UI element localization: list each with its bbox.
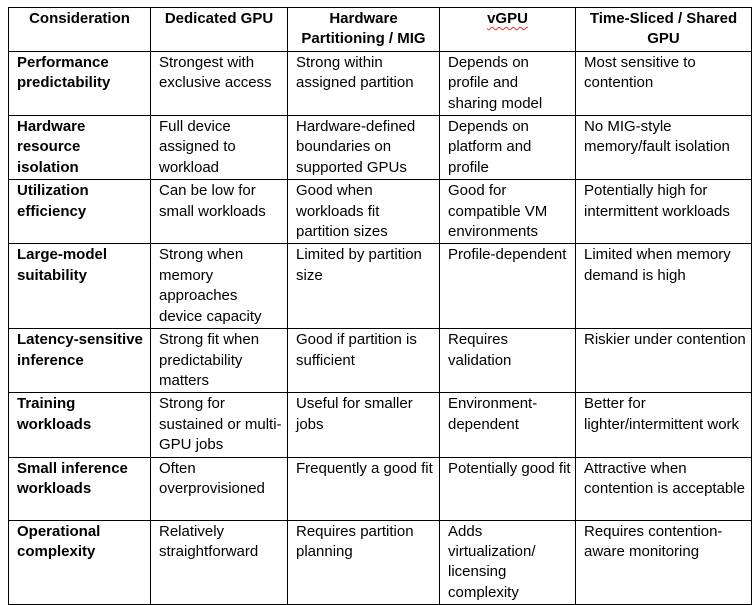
cell-vgpu: Potentially good fit [440,457,576,520]
table-row [9,457,752,520]
cell-dedicated: Can be low for small workloads [151,180,288,244]
cell-dedicated: Strong for sustained or multi-GPU jobs [151,393,288,457]
cell-shared: Attractive when contention is acceptable [576,457,752,520]
cell-shared: Requires contention-aware monitoring [576,520,752,605]
cell-shared: Limited when memory demand is high [576,244,752,329]
table-row [9,51,752,115]
cell-mig: Good if partition is sufficient [288,329,440,393]
cell-mig: Useful for smaller jobs [288,393,440,457]
cell-mig: Strong within assigned partition [288,51,440,115]
cell-dedicated: Often overprovisioned [151,457,288,520]
cell-mig: Frequently a good fit [288,457,440,520]
spellcheck-underlined-text: vGPU [487,10,528,27]
cell-shared: Riskier under contention [576,329,752,393]
cell-shared: No MIG-style memory/fault isolation [576,116,752,180]
cell-dedicated: Strong when memory approaches device capacity [151,244,288,329]
cell-dedicated: Relatively straightforward [151,520,288,605]
row-label: Large-model suitability [9,244,151,329]
cell-mig: Requires partition planning [288,520,440,605]
cell-vgpu: Requires validation [440,329,576,393]
cell-dedicated: Strong fit when predictability matters [151,329,288,393]
cell-vgpu: Profile-dependent [440,244,576,329]
row-label: Operational complexity [9,520,151,605]
header-mig: Hardware Partitioning / MIG [288,8,440,52]
cell-vgpu: Depends on platform and profile [440,116,576,180]
cell-shared: Most sensitive to contention [576,51,752,115]
table-row [9,180,752,244]
header-row [9,8,752,52]
table-row [9,520,752,605]
header-time-sliced: Time-Sliced / Shared GPU [576,8,752,52]
table-row [9,329,752,393]
row-label: Training workloads [9,393,151,457]
comparison-table [8,7,752,605]
header-dedicated-gpu: Dedicated GPU [151,8,288,52]
cell-vgpu: Good for compatible VM environments [440,180,576,244]
header-consideration: Consideration [9,8,151,52]
cell-mig: Limited by partition size [288,244,440,329]
row-label: Utilization efficiency [9,180,151,244]
cell-vgpu: Environment-dependent [440,393,576,457]
cell-shared: Better for lighter/intermittent work [576,393,752,457]
row-label: Performance predictability [9,51,151,115]
cell-vgpu: Depends on profile and sharing model [440,51,576,115]
cell-mig: Good when workloads fit partition sizes [288,180,440,244]
cell-shared: Potentially high for intermittent workloads [576,180,752,244]
row-label: Small inference workloads [9,457,151,520]
row-label: Latency-sensitive inference [9,329,151,393]
cell-dedicated: Full device assigned to workload [151,116,288,180]
table-row [9,116,752,180]
header-vgpu [440,8,576,52]
table-row [9,393,752,457]
cell-mig: Hardware-defined boundaries on supported GPUs [288,116,440,180]
cell-vgpu: Adds virtualization/ licensing complexity [440,520,576,605]
row-label: Hardware resource isolation [9,116,151,180]
cell-dedicated: Strongest with exclusive access [151,51,288,115]
table-row [9,244,752,329]
